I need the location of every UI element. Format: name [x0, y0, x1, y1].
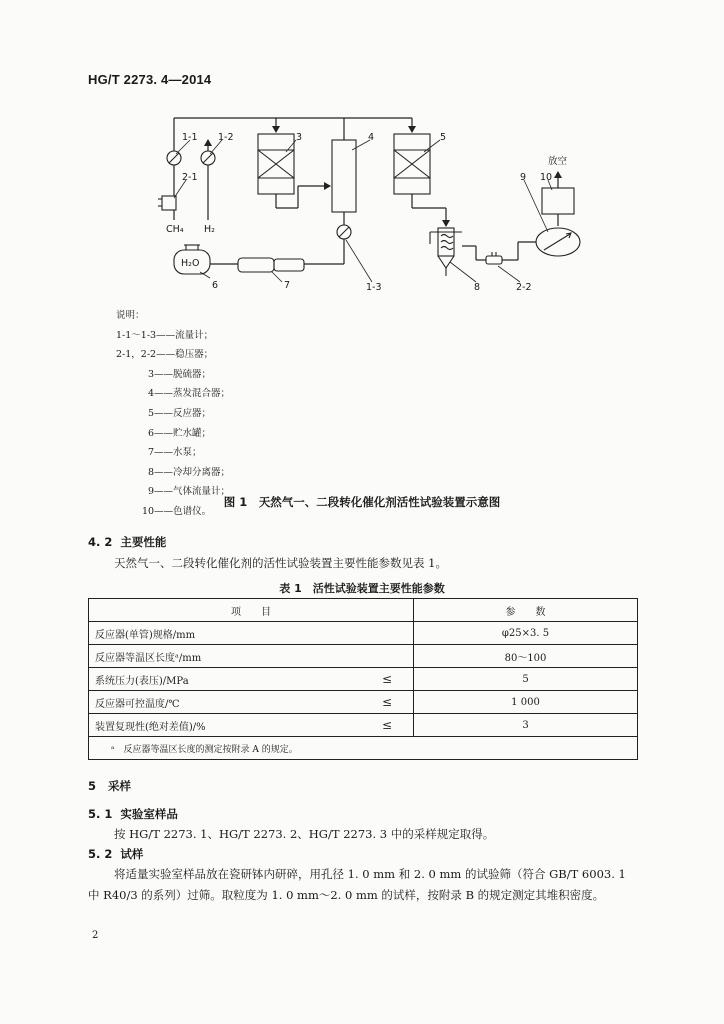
label-5: 5	[440, 132, 447, 143]
section-5-2-heading	[88, 846, 143, 862]
page-number: 2	[92, 930, 99, 941]
section-5-1-heading	[88, 806, 178, 822]
table-row	[89, 645, 638, 668]
gas-flowmeter-9	[536, 228, 580, 256]
section-5-2-line2: 中 R40/3 的系列）过筛。取粒度为 1. 0 mm～2. 0 mm 的试样，按附录 B 的规定测定其堆积密度。	[88, 888, 605, 902]
section-number: 4. 2	[88, 535, 113, 549]
section-title: 试样	[120, 847, 144, 861]
chromatograph-10	[542, 188, 574, 214]
row-symbol	[361, 622, 414, 645]
label-1-3: 1-3	[366, 282, 382, 293]
row-item: 反应器等温区长度ᵃ/mm	[89, 645, 362, 668]
legend-item: 9——气体流量计；	[148, 486, 231, 498]
label-4: 4	[368, 132, 375, 143]
section-title: 实验室样品	[120, 807, 178, 821]
water-pump-7	[238, 258, 304, 272]
reactor-5	[394, 134, 430, 194]
label-7: 7	[284, 280, 291, 291]
evaporation-mixer-4	[332, 140, 356, 212]
row-value: 5	[414, 668, 638, 691]
table-footnote-row	[89, 737, 638, 760]
section-4-2-heading	[88, 534, 166, 550]
section-number: 5	[88, 779, 97, 793]
section-4-2-text: 天然气一、二段转化催化剂的活性试验装置主要性能参数见表 1。	[114, 556, 447, 570]
row-value: 80～100	[414, 645, 638, 668]
legend-item: 7——水泵；	[148, 447, 202, 459]
desulfurizer-3	[258, 134, 294, 194]
figure-legend	[116, 306, 230, 522]
regulator-2-2	[486, 252, 502, 264]
legend-item: 1-1～1-3——流量计；	[116, 329, 214, 341]
label-3: 3	[296, 132, 303, 143]
standard-number: HG/T 2273. 4—2014	[88, 72, 212, 87]
row-symbol: ≤	[361, 668, 414, 691]
section-5-2-line1: 将适量实验室样品放在瓷研钵内研碎，用孔径 1. 0 mm 和 2. 0 mm 的试验筛（符合 GB/T 6003. 1	[114, 867, 626, 881]
parameters-table	[88, 598, 638, 760]
label-1-1: 1-1	[182, 132, 198, 143]
row-value: 1 000	[414, 691, 638, 714]
label-2-2: 2-2	[516, 282, 532, 293]
label-1-2: 1-2	[218, 132, 234, 143]
section-title: 主要性能	[120, 535, 167, 549]
table-footnote: ᵃ 反应器等温区长度的测定按附录 A 的规定。	[89, 737, 638, 760]
label-2-1: 2-1	[182, 172, 198, 183]
cooling-separator-8	[430, 228, 462, 276]
label-9: 9	[520, 172, 527, 183]
regulator-2-1	[158, 196, 176, 210]
legend-item: 8——冷却分离器；	[148, 466, 231, 478]
table-title: 表 1 活性试验装置主要性能参数	[279, 582, 445, 595]
row-item: 系统压力(表压)/MPa	[89, 668, 362, 691]
section-5-heading	[88, 778, 131, 794]
row-symbol: ≤	[361, 691, 414, 714]
section-number: 5. 2	[88, 847, 113, 861]
table-row	[89, 622, 638, 645]
legend-item: 6——贮水罐；	[148, 427, 212, 439]
header-value: 参 数	[414, 599, 638, 622]
row-symbol	[361, 645, 414, 668]
table-row	[89, 668, 638, 691]
figure-caption: 图 1 天然气一、二段转化催化剂活性试验装置示意图	[223, 495, 501, 509]
section-title: 采样	[108, 779, 132, 793]
label-h2: H₂	[204, 224, 215, 235]
apparatus-diagram	[0, 0, 724, 300]
legend-item: 2-1，2-2——稳压器；	[116, 349, 214, 361]
table-row	[89, 691, 638, 714]
row-item: 反应器可控温度/℃	[89, 691, 362, 714]
label-6: 6	[212, 280, 219, 291]
label-h2o: H₂O	[181, 258, 200, 269]
legend-item: 5——反应器；	[148, 407, 212, 419]
label-ch4: CH₄	[166, 224, 184, 235]
row-value: 3	[414, 714, 638, 737]
label-10: 10	[540, 172, 553, 183]
legend-item: 10——色谱仪。	[142, 505, 212, 517]
legend-title: 说明：	[116, 310, 145, 321]
table-row	[89, 714, 638, 737]
legend-item: 3——脱硫器；	[148, 368, 212, 380]
label-vent: 放空	[548, 156, 568, 167]
row-item: 装置复现性(绝对差值)/%	[89, 714, 362, 737]
row-item: 反应器(单管)规格/mm	[89, 622, 362, 645]
legend-item: 4——蒸发混合器；	[148, 388, 231, 400]
section-5-1-text: 按 HG/T 2273. 1、HG/T 2273. 2、HG/T 2273. 3 中的采样规定取得。	[114, 827, 495, 841]
row-value: φ25×3. 5	[414, 622, 638, 645]
table-header-row	[89, 599, 638, 622]
row-symbol: ≤	[361, 714, 414, 737]
section-number: 5. 1	[88, 807, 113, 821]
header-item: 项 目	[89, 599, 414, 622]
label-8: 8	[474, 282, 481, 293]
